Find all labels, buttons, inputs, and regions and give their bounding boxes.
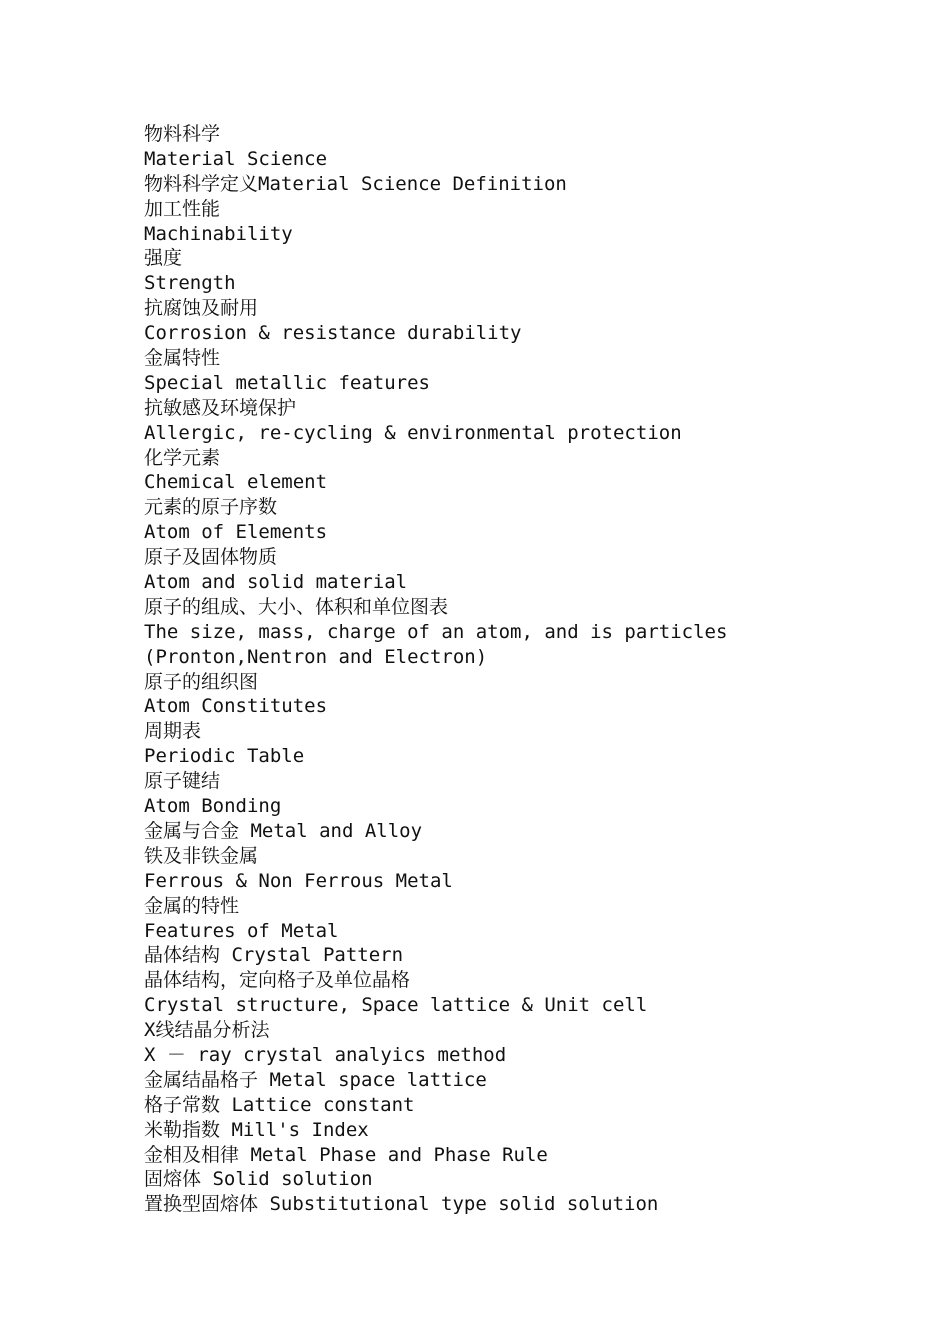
text-line: Crystal structure, Space lattice & Unit cell — [144, 994, 648, 1017]
text-line: 物料科学 — [144, 123, 221, 145]
text-line: Machinability — [144, 222, 293, 245]
text-line: 金属特性 — [144, 347, 221, 370]
text-line: Atom Bonding — [144, 795, 282, 818]
text-line: X － ray crystal analyics method — [144, 1043, 507, 1066]
text-line: 元素的原子序数 — [144, 496, 278, 519]
text-line: The size, mass, charge of an atom, and is particles — [144, 620, 728, 643]
text-line: Strength — [144, 272, 236, 295]
text-line: 金属结晶格子 Metal space lattice — [144, 1068, 487, 1091]
text-line: 抗敏感及环境保护 — [144, 396, 297, 419]
text-line: Allergic, re-cycling & environmental protection — [144, 421, 682, 444]
text-line: Features of Metal — [144, 919, 339, 942]
text-line: 物料科学定义Material Science Definition — [144, 172, 567, 195]
text-line: 周期表 — [144, 720, 202, 743]
text-line: Periodic Table — [144, 745, 305, 768]
text-line: (Pronton,Nentron and Electron) — [144, 645, 488, 668]
text-line: X线结晶分析法 — [144, 1019, 270, 1042]
text-line: Ferrous & Non Ferrous Metal — [144, 869, 453, 892]
text-line: 晶体结构 Crystal Pattern — [144, 944, 404, 967]
text-line: 金相及相律 Metal Phase and Phase Rule — [144, 1143, 548, 1166]
text-line: Atom of Elements — [144, 521, 328, 544]
text-line: 化学元素 — [144, 446, 221, 469]
text-line: 原子的组织图 — [144, 670, 259, 693]
text-line: 金属的特性 — [144, 894, 240, 917]
text-line: Atom and solid material — [144, 571, 408, 594]
text-line: 格子常数 Lattice constant — [144, 1093, 415, 1116]
text-line: 晶体结构，定向格子及单位晶格 — [144, 969, 411, 992]
text-line: 抗腐蚀及耐用 — [144, 297, 259, 320]
text-line: 固熔体 Solid solution — [144, 1168, 373, 1191]
text-line: Special metallic features — [144, 371, 430, 394]
text-line: 金属与合金 Metal and Alloy — [144, 819, 423, 842]
text-line: 置换型固熔体 Substitutional type solid solution — [144, 1193, 659, 1216]
text-line: 原子的组成、大小、体积和单位图表 — [144, 595, 449, 618]
text-line: Corrosion & resistance durability — [144, 322, 522, 345]
text-line: Material Science — [144, 147, 328, 170]
text-line: 米勒指数 Mill's Index — [144, 1118, 369, 1141]
document-body — [144, 122, 864, 1217]
text-line: 铁及非铁金属 — [144, 844, 259, 867]
text-line: Atom Constitutes — [144, 695, 328, 718]
text-line: 原子键结 — [144, 770, 221, 793]
text-line: 原子及固体物质 — [144, 546, 278, 569]
text-line: Chemical element — [144, 471, 328, 494]
text-line: 强度 — [144, 247, 183, 270]
text-line: 加工性能 — [144, 197, 221, 220]
